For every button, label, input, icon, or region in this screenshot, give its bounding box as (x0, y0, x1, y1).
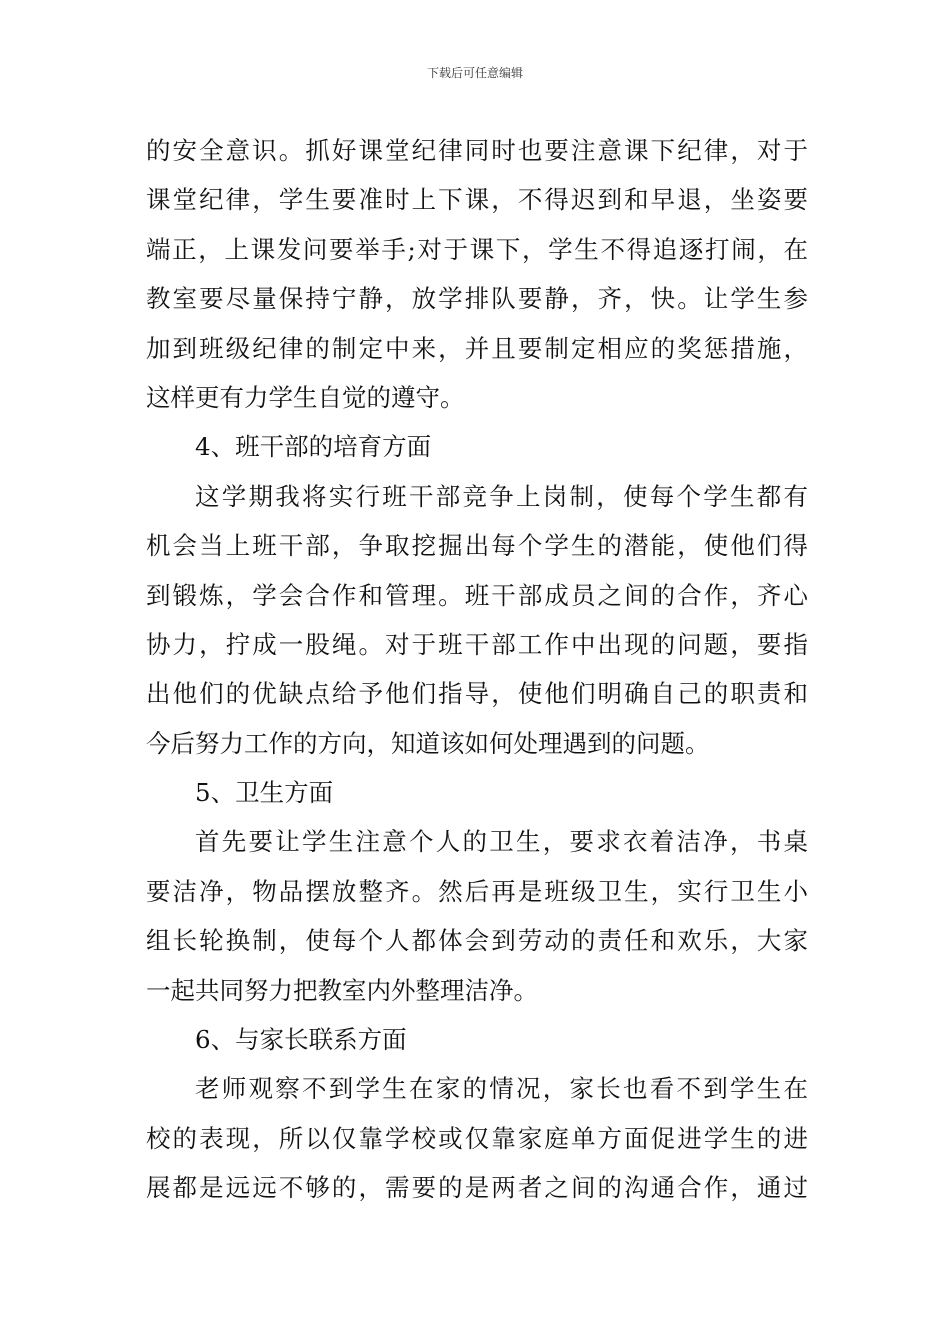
text-line: 协力，拧成一股绳。对于班干部工作中出现的问题，要指 (146, 629, 808, 659)
text-line: 今后努力工作的方向，知道该如何处理遇到的问题。 (146, 728, 710, 758)
section-heading: 6、与家长联系方面 (195, 1025, 407, 1055)
text-line: 一起共同努力把教室内外整理洁净。 (146, 975, 538, 1005)
text-line: 这学期我将实行班干部竞争上岗制，使每个学生都有 (195, 481, 808, 511)
text-line: 要洁净，物品摆放整齐。然后再是班级卫生，实行卫生小 (146, 876, 808, 906)
text-line: 加到班级纪律的制定中来，并且要制定相应的奖惩措施， (146, 333, 808, 363)
text-line: 老师观察不到学生在家的情况，家长也看不到学生在 (195, 1074, 808, 1104)
page-header: 下载后可任意编辑 (426, 66, 523, 80)
text-line: 的安全意识。抓好课堂纪律同时也要注意课下纪律，对于 (146, 136, 808, 165)
text-line: 到锻炼，学会合作和管理。班干部成员之间的合作，齐心 (146, 580, 808, 610)
text-line: 这样更有力学生自觉的遵守。 (146, 382, 465, 412)
text-line: 端正，上课发问要举手;对于课下，学生不得追逐打闹，在 (146, 234, 808, 264)
text-line: 展都是远远不够的，需要的是两者之间的沟通合作，通过 (146, 1173, 808, 1203)
text-line: 组长轮换制，使每个人都体会到劳动的责任和欢乐，大家 (146, 926, 808, 956)
text-line: 教室要尽量保持宁静，放学排队要静，齐，快。让学生参 (146, 284, 808, 314)
text-line: 出他们的优缺点给予他们指导，使他们明确自己的职责和 (146, 679, 808, 709)
text-line: 机会当上班干部，争取挖掘出每个学生的潜能，使他们得 (146, 531, 808, 561)
section-heading: 5、卫生方面 (195, 778, 334, 808)
text-line: 首先要让学生注意个人的卫生，要求衣着洁净，书桌 (195, 827, 808, 857)
text-line: 课堂纪律，学生要准时上下课，不得迟到和早退，坐姿要 (146, 185, 808, 215)
section-heading: 4、班干部的培育方面 (195, 432, 432, 462)
text-line: 校的表现，所以仅靠学校或仅靠家庭单方面促进学生的进 (146, 1123, 808, 1153)
document-body (146, 126, 808, 1213)
